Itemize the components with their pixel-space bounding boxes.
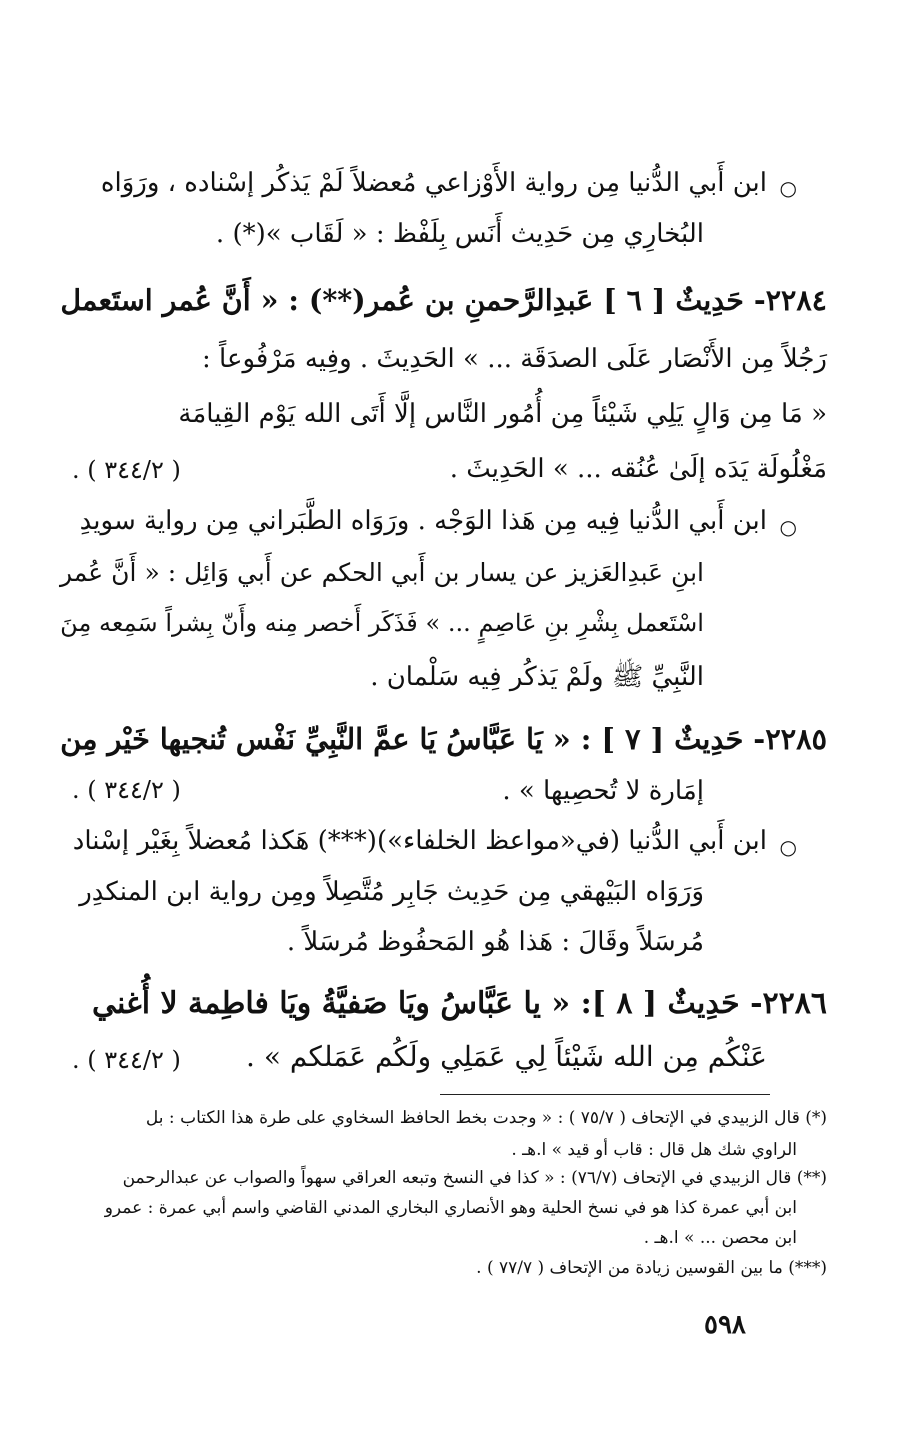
block1-line2: البُخارِي مِن حَدِيث أَنَس بِلَفْظ : « لَقَاب »(*) . [215, 219, 704, 249]
block2-line4: النَّبِيِّ ﷺ ولَمْ يَذكُر فِيه سَلْمان . [370, 662, 704, 692]
bullet-icon: ○ [779, 176, 797, 200]
block2-line2: ابنِ عَبدِالعَزيز عن يسار بن أَبي الحكم عن أَبي وَائِل : « أَنَّ عُمر [60, 558, 704, 587]
block1-line1: ابن أَبي الدُّنيا مِن رواية الأَوْزاعي مُعضلاً لَمْ يَذكُر إسْناده ، ورَوَاه [100, 168, 767, 198]
footnote-divider [440, 1094, 770, 1095]
footnote-2-line1: (**) قال الزبيدي في الإتحاف (٧٦/٧) : « كذا في النسخ وتبعه العراقي سهواً والصواب عن عبدالرحمن [122, 1168, 827, 1188]
footnote-2-line3: ابن محصن ... » ا.هـ . [643, 1228, 797, 1248]
bullet-icon: ○ [779, 835, 797, 859]
hadith-2286-ref: ( ٣٤٤/٢ ) . [72, 1046, 181, 1074]
hadith-2284-line1: ٢٢٨٤- حَدِيثٌ [ ٦ ] عَبدِالرَّحمنِ بن عُمر(**) : « أَنَّ عُمر استَعمل [60, 283, 827, 317]
hadith-2284-ref: ( ٣٤٤/٢ ) . [72, 456, 181, 484]
hadith-2286-line2: عَنْكُم مِن الله شَيْئاً لِي عَمَلِي ولَكُم عَمَلكم » . [246, 1040, 767, 1073]
block2-line1: ابن أَبي الدُّنيا فِيه مِن هَذا الوَجْه . ورَوَاه الطَّبَراني مِن رواية سويدِ [79, 506, 767, 536]
page-number: ٥٩٨ [704, 1310, 746, 1340]
block3-line2: وَرَوَاه البَيْهقي مِن حَدِيث جَابِر مُتَّصِلاً ومِن رواية ابن المنكدِر [79, 877, 704, 907]
block3-line1: ابن أَبي الدُّنيا (في«مواعظ الخلفاء»)(***) هَكذا مُعضلاً بِغَيْر إسْناد [72, 826, 767, 856]
hadith-2284-line4: مَغْلُولَة يَدَه إلَىٰ عُنُقه ... » الحَدِيثَ . [449, 454, 827, 484]
hadith-2284-line2: رَجُلاً مِن الأَنْصَار عَلَى الصدَقَة ... » الحَدِيثَ . وفِيه مَرْفُوعاً : [202, 344, 827, 374]
hadith-2284-line3: « مَا مِن وَالٍ يَلِي شَيْئاً مِن أُمُور النَّاس إلَّا أَتَى الله يَوْم القِيامَة [178, 399, 827, 429]
block2-line3: اسْتَعمل بِشْرِ بنِ عَاصِمٍ ... » فَذَكَر أَخصر مِنه وأَنّ بِشراً سَمِعه مِنَ [60, 609, 704, 637]
hadith-2286-line1: ٢٢٨٦- حَدِيثٌ [ ٨ ]: « يا عَبَّاسُ ويَا صَفيَّةُ ويَا فاطِمة لا أُغني [91, 986, 827, 1021]
bullet-icon: ○ [779, 515, 797, 539]
hadith-2285-line2: إمَارة لا تُحصِيها » . [502, 776, 704, 806]
footnote-1-line2: الراوي شك هل قال : قاب أو قيد » ا.هـ . [511, 1140, 797, 1160]
hadith-2285-ref: ( ٣٤٤/٢ ) . [72, 776, 181, 804]
footnote-1-line1: (*) قال الزبيدي في الإتحاف ( ٧٥/٧ ) : « وجدت بخط الحافظ السخاوي على طرة هذا الكتاب : بل [145, 1108, 827, 1128]
footnote-3-line1: (***) ما بين القوسين زيادة من الإتحاف ( ٧٧/٧ ) . [476, 1258, 827, 1278]
hadith-2285-line1: ٢٢٨٥- حَدِيثٌ [ ٧ ] : « يَا عَبَّاسُ يَا عمَّ النَّبِيِّ نَفْس تُنجيها خَيْر مِن [60, 722, 827, 756]
footnote-2-line2: ابن أبي عمرة كذا هو في نسخ الحلية وهو الأنصاري البخاري المدني القاضي واسم أبي عمرة : عمرو [104, 1198, 797, 1218]
block3-line3: مُرسَلاً وقَالَ : هَذا هُو المَحفُوظ مُرسَلاً . [286, 927, 704, 957]
